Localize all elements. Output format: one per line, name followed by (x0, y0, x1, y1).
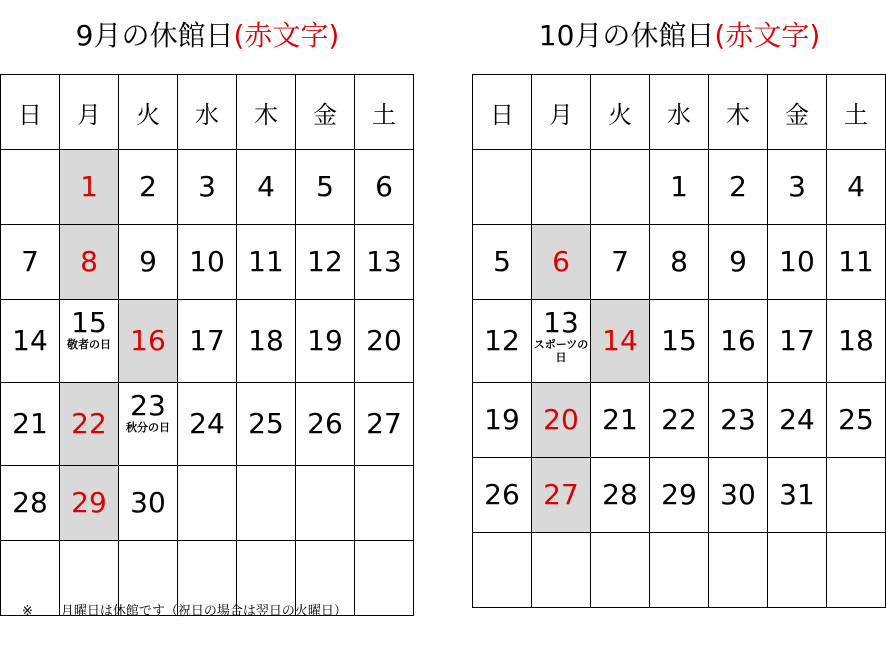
day-number: 19 (307, 324, 343, 357)
day-cell (709, 300, 768, 383)
holiday-label: 秋分の日 (126, 421, 170, 434)
day-number: 1 (80, 170, 98, 203)
day-cell (827, 225, 886, 300)
day-number: 28 (12, 486, 48, 519)
day-cell (473, 150, 532, 225)
day-number: 9 (729, 245, 747, 278)
day-cell (827, 150, 886, 225)
day-cell (1, 150, 60, 225)
week-row (1, 383, 414, 466)
day-cell (296, 466, 355, 541)
day-cell (768, 150, 827, 225)
week-row (473, 533, 886, 608)
day-number: 29 (71, 486, 107, 519)
week-row (473, 300, 886, 383)
day-number: 25 (248, 407, 284, 440)
closed-day-cell (532, 383, 591, 458)
week-row (1, 300, 414, 383)
week-row (473, 383, 886, 458)
day-cell (650, 225, 709, 300)
day-cell (827, 383, 886, 458)
day-cell (355, 541, 414, 616)
day-cell (237, 150, 296, 225)
day-cell (768, 458, 827, 533)
day-number: 31 (779, 478, 815, 511)
day-number: 10 (189, 245, 225, 278)
weekday-header: 月 (532, 75, 591, 150)
weekday-header: 金 (768, 75, 827, 150)
day-cell (119, 225, 178, 300)
day-number: 18 (248, 324, 284, 357)
day-cell (768, 300, 827, 383)
day-number: 12 (307, 245, 343, 278)
day-number: 23 (130, 389, 166, 422)
september-title-main: 9月の休館日 (75, 19, 234, 52)
day-number: 22 (661, 403, 697, 436)
day-cell (827, 300, 886, 383)
day-cell (650, 150, 709, 225)
day-cell (119, 383, 178, 466)
day-number: 28 (602, 478, 638, 511)
day-cell (178, 300, 237, 383)
day-number: 5 (493, 245, 511, 278)
day-cell (532, 300, 591, 383)
footnote-mark: ※ (22, 604, 33, 619)
day-cell (650, 300, 709, 383)
closed-day-cell (60, 383, 119, 466)
closed-day-cell (60, 150, 119, 225)
day-cell (1, 300, 60, 383)
day-number: 29 (661, 478, 697, 511)
day-number: 11 (838, 245, 874, 278)
day-number: 15 (71, 306, 107, 339)
october-title-red: (赤文字) (714, 19, 821, 52)
day-number: 8 (80, 245, 98, 278)
closed-day-cell (591, 300, 650, 383)
weekday-header: 水 (178, 75, 237, 150)
weekday-header-row (1, 75, 414, 150)
day-number: 3 (788, 170, 806, 203)
day-cell (355, 466, 414, 541)
weekday-header: 水 (650, 75, 709, 150)
day-number: 14 (602, 324, 638, 357)
day-cell (591, 533, 650, 608)
day-number: 18 (838, 324, 874, 357)
day-cell (296, 150, 355, 225)
weekday-header: 木 (237, 75, 296, 150)
day-number: 2 (729, 170, 747, 203)
day-number: 16 (130, 324, 166, 357)
day-cell (473, 225, 532, 300)
weekday-header-row (473, 75, 886, 150)
day-cell (650, 383, 709, 458)
day-cell (60, 300, 119, 383)
october-grid (472, 74, 886, 608)
week-row (1, 466, 414, 541)
day-cell (296, 300, 355, 383)
day-cell (237, 383, 296, 466)
day-number: 30 (720, 478, 756, 511)
day-cell (532, 150, 591, 225)
day-cell (591, 225, 650, 300)
day-cell (296, 383, 355, 466)
week-row (1, 150, 414, 225)
week-row (473, 458, 886, 533)
day-cell (296, 225, 355, 300)
day-cell (768, 533, 827, 608)
day-number: 17 (779, 324, 815, 357)
day-cell (473, 533, 532, 608)
day-number: 15 (661, 324, 697, 357)
day-cell (178, 150, 237, 225)
day-number: 20 (543, 403, 579, 436)
day-number: 3 (198, 170, 216, 203)
september-title (0, 14, 415, 54)
day-number: 13 (543, 306, 579, 339)
week-row (473, 150, 886, 225)
day-cell (119, 466, 178, 541)
day-number: 6 (375, 170, 393, 203)
day-number: 14 (12, 324, 48, 357)
footnote (22, 600, 347, 619)
day-cell (355, 383, 414, 466)
day-number: 4 (257, 170, 275, 203)
day-number: 23 (720, 403, 756, 436)
day-cell (827, 533, 886, 608)
day-number: 20 (366, 324, 402, 357)
september-title-red: (赤文字) (233, 19, 340, 52)
day-cell (709, 458, 768, 533)
holiday-label: 敬者の日 (67, 338, 111, 351)
weekday-header: 木 (709, 75, 768, 150)
day-cell (768, 225, 827, 300)
day-number: 7 (21, 245, 39, 278)
september-grid (0, 74, 414, 616)
day-number: 25 (838, 403, 874, 436)
week-row (473, 225, 886, 300)
day-cell (237, 300, 296, 383)
day-number: 26 (307, 407, 343, 440)
day-cell (237, 225, 296, 300)
day-cell (591, 383, 650, 458)
day-cell (473, 383, 532, 458)
day-number: 21 (12, 407, 48, 440)
day-number: 27 (543, 478, 579, 511)
day-cell (178, 383, 237, 466)
day-cell (355, 150, 414, 225)
weekday-header: 火 (591, 75, 650, 150)
day-cell (355, 225, 414, 300)
day-number: 4 (847, 170, 865, 203)
day-cell (650, 458, 709, 533)
day-cell (709, 383, 768, 458)
day-cell (1, 225, 60, 300)
day-cell (178, 466, 237, 541)
closed-day-cell (60, 225, 119, 300)
day-cell (591, 458, 650, 533)
footnote-text: 月曜日は休館です（祝日の場合は翌日の火曜日） (60, 604, 347, 619)
day-number: 5 (316, 170, 334, 203)
day-cell (768, 383, 827, 458)
day-number: 12 (484, 324, 520, 357)
day-cell (178, 225, 237, 300)
weekday-header: 土 (355, 75, 414, 150)
weekday-header: 火 (119, 75, 178, 150)
day-number: 6 (552, 245, 570, 278)
day-cell (473, 458, 532, 533)
day-cell (119, 150, 178, 225)
day-number: 17 (189, 324, 225, 357)
day-number: 8 (670, 245, 688, 278)
day-cell (709, 225, 768, 300)
day-number: 2 (139, 170, 157, 203)
day-number: 7 (611, 245, 629, 278)
october-title (472, 14, 886, 54)
week-row (1, 225, 414, 300)
day-cell (709, 150, 768, 225)
day-cell (355, 300, 414, 383)
day-number: 22 (71, 407, 107, 440)
weekday-header: 日 (1, 75, 60, 150)
day-number: 24 (189, 407, 225, 440)
october-title-main: 10月の休館日 (538, 19, 715, 52)
day-number: 19 (484, 403, 520, 436)
closed-day-cell (119, 300, 178, 383)
day-number: 16 (720, 324, 756, 357)
day-cell (650, 533, 709, 608)
day-number: 9 (139, 245, 157, 278)
day-cell (1, 466, 60, 541)
weekday-header: 金 (296, 75, 355, 150)
day-number: 13 (366, 245, 402, 278)
closed-day-cell (532, 458, 591, 533)
day-cell (532, 533, 591, 608)
weekday-header: 日 (473, 75, 532, 150)
day-number: 1 (670, 170, 688, 203)
day-number: 21 (602, 403, 638, 436)
day-cell (827, 458, 886, 533)
day-number: 10 (779, 245, 815, 278)
day-cell (237, 466, 296, 541)
day-cell (473, 300, 532, 383)
closed-day-cell (60, 466, 119, 541)
weekday-header: 土 (827, 75, 886, 150)
closed-day-cell (532, 225, 591, 300)
day-number: 24 (779, 403, 815, 436)
day-cell (1, 383, 60, 466)
day-cell (591, 150, 650, 225)
day-number: 26 (484, 478, 520, 511)
weekday-header: 月 (60, 75, 119, 150)
day-number: 30 (130, 486, 166, 519)
day-number: 11 (248, 245, 284, 278)
day-number: 27 (366, 407, 402, 440)
holiday-label: スポーツの日 (533, 338, 589, 364)
day-cell (709, 533, 768, 608)
